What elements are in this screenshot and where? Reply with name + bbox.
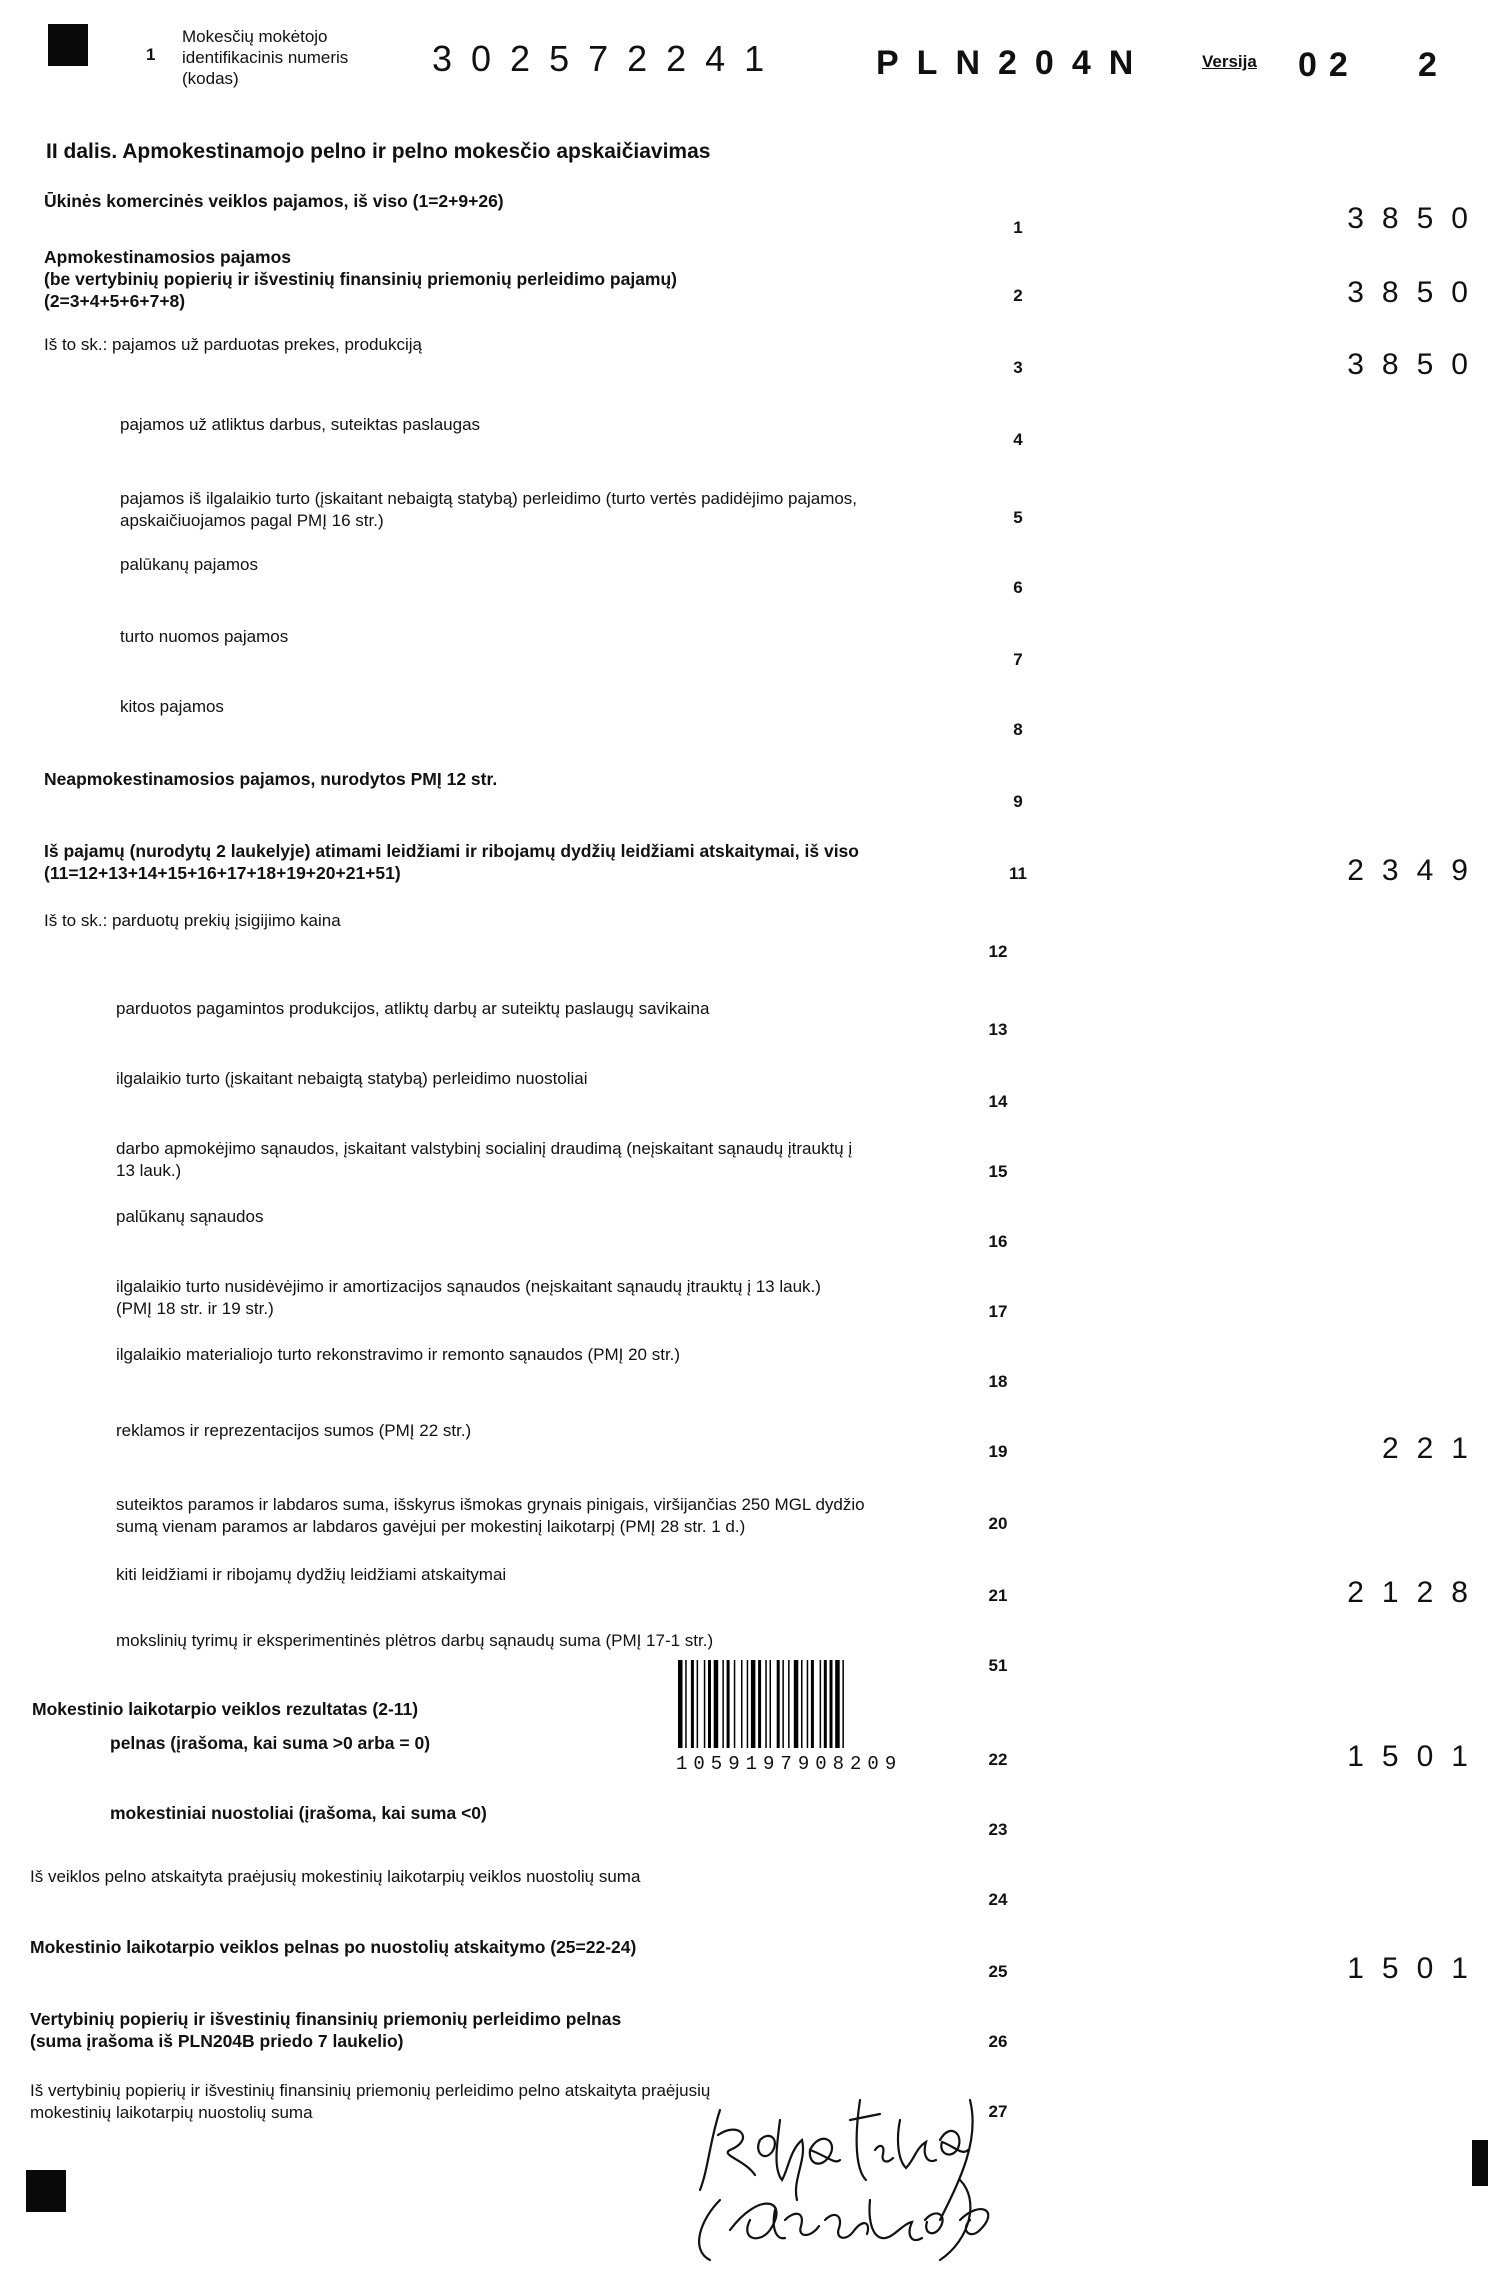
barcode-bar — [751, 1660, 756, 1748]
barcode-bar — [685, 1660, 687, 1748]
field-number: 27 — [988, 2102, 1008, 2121]
barcode-bar — [747, 1660, 749, 1748]
row-label: ilgalaikio turto (įskaitant nebaigtą statybą) perleidimo nuostoliai — [116, 1069, 588, 1088]
barcode-bar — [770, 1660, 772, 1748]
row-label: kiti leidžiami ir ribojamų dydžių leidžiami atskaitymai — [116, 1565, 507, 1584]
field-number: 14 — [988, 1092, 1008, 1111]
field-number: 3 — [1013, 358, 1023, 377]
field-number: 19 — [988, 1442, 1008, 1461]
barcode-bar — [788, 1660, 790, 1748]
field-number: 2 — [1013, 286, 1023, 305]
barcode-bar — [782, 1660, 784, 1748]
row-label: Mokestinio laikotarpio veiklos rezultatas (2-11) — [32, 1699, 419, 1719]
row-label: Neapmokestinamosios pajamos, nurodytos PMĮ 12 str. — [44, 769, 498, 789]
row-label: reklamos ir reprezentacijos sumos (PMĮ 22 str.) — [116, 1421, 472, 1440]
field-value: 1501 — [1347, 1740, 1486, 1773]
barcode-bar — [708, 1660, 711, 1748]
page-number: 2 — [1418, 46, 1437, 84]
field-value: 3850 — [1347, 348, 1486, 381]
barcode-bar — [820, 1660, 822, 1748]
row-label: Ūkinės komercinės veiklos pajamos, iš viso (1=2+9+26) — [44, 191, 504, 211]
field-number: 1 — [1013, 218, 1023, 237]
field-number: 13 — [988, 1020, 1008, 1039]
barcode — [676, 1660, 946, 1780]
field-value: 3850 — [1347, 202, 1486, 235]
registration-mark-bottom-right — [1472, 2140, 1488, 2186]
row-label: suteiktos paramos ir labdaros suma, išskyrus išmokas grynais pinigais, viršijančias 250 MGL dydžio sumą vienam paramos ar labdaros gavėjui per mokestinį laikotarpį (PMĮ 28 str. 1 d.) — [116, 1495, 865, 1536]
field-number: 26 — [988, 2032, 1008, 2051]
row-label: palūkanų pajamos — [120, 555, 258, 574]
barcode-bar — [777, 1660, 780, 1748]
handwritten-signature — [660, 2080, 1060, 2270]
field-value: 221 — [1381, 1432, 1486, 1465]
barcode-bar — [824, 1660, 827, 1748]
field-number: 21 — [988, 1586, 1008, 1605]
row-label: mokslinių tyrimų ir eksperimentinės plėtros darbų sąnaudų suma (PMĮ 17-1 str.) — [116, 1631, 714, 1650]
barcode-bar — [722, 1660, 724, 1748]
taxpayer-label: Mokesčių mokėtojo identifikacinis numeris (kodas) — [182, 27, 349, 88]
form-code: PLN204N — [876, 44, 1152, 82]
field-number: 25 — [988, 1962, 1008, 1981]
barcode-bar — [842, 1660, 844, 1748]
registration-mark-bottom-left — [26, 2170, 66, 2212]
field-number: 23 — [988, 1820, 1008, 1839]
row-label: pajamos už atliktus darbus, suteiktas paslaugas — [120, 415, 481, 434]
barcode-bar — [811, 1660, 814, 1748]
barcode-bar — [741, 1660, 743, 1748]
barcode-bar — [697, 1660, 699, 1748]
field-value: 2128 — [1347, 1576, 1486, 1609]
field-value: 1501 — [1347, 1952, 1486, 1985]
row-label: Mokestinio laikotarpio veiklos pelnas po nuostolių atskaitymo (25=22-24) — [30, 1937, 637, 1957]
version-label: Versija — [1202, 52, 1257, 71]
part-title: II dalis. Apmokestinamojo pelno ir pelno mokesčio apskaičiavimas — [46, 140, 711, 163]
row-label: Vertybinių popierių ir išvestinių finansinių priemonių perleidimo pelnas (suma įrašoma iš PLN204B priedo 7 laukelio) — [30, 2009, 622, 2051]
field-number: 16 — [988, 1232, 1008, 1251]
row-label: Apmokestinamosios pajamos (be vertybinių popierių ir išvestinių finansinių priemonių perleidimo pajamų) (2=3+4+5+6+7+8) — [44, 247, 678, 311]
field-value: 2349 — [1347, 854, 1486, 887]
row-label: Iš to sk.: parduotų prekių įsigijimo kaina — [44, 911, 341, 930]
field-number: 18 — [988, 1372, 1008, 1391]
field-number: 7 — [1013, 650, 1023, 669]
barcode-bar — [734, 1660, 736, 1748]
barcode-bar — [714, 1660, 719, 1748]
barcode-bar — [678, 1660, 683, 1748]
taxpayer-code: 302572241 — [432, 38, 784, 79]
barcode-bar — [830, 1660, 833, 1748]
row-label: parduotos pagamintos produkcijos, atliktų darbų ar suteiktų paslaugų savikaina — [116, 999, 710, 1018]
barcode-bars — [676, 1660, 946, 1752]
registration-mark-top-left — [48, 24, 88, 66]
field-number: 15 — [988, 1162, 1008, 1181]
row-label: Iš to sk.: pajamos už parduotas prekes, produkciją — [44, 335, 422, 354]
field-number: 11 — [1009, 864, 1027, 883]
row-label: Iš pajamų (nurodytų 2 laukelyje) atimami leidžiami ir ribojamų dydžių leidžiami atskaitymai, iš viso (11=12+13+14+15+16+17+18+19+20+21+51) — [44, 841, 859, 883]
row-label: ilgalaikio materialiojo turto rekonstravimo ir remonto sąnaudos (PMĮ 20 str.) — [116, 1345, 681, 1364]
field-number: 6 — [1013, 578, 1023, 597]
row-label: pelnas (įrašoma, kai suma >0 arba = 0) — [110, 1733, 431, 1753]
version-value: 02 — [1298, 46, 1360, 84]
row-label: darbo apmokėjimo sąnaudos, įskaitant valstybinį socialinį draudimą (neįskaitant sąnaudų įtrauktų į 13 lauk.) — [116, 1139, 853, 1180]
field-number: 1 — [146, 45, 156, 64]
field-number: 22 — [988, 1750, 1008, 1769]
row-label: turto nuomos pajamos — [120, 627, 289, 646]
field-number: 17 — [988, 1302, 1008, 1321]
barcode-bar — [807, 1660, 809, 1748]
row-label: palūkanų sąnaudos — [116, 1207, 264, 1226]
barcode-bar — [704, 1660, 706, 1748]
field-number: 20 — [988, 1514, 1008, 1533]
row-label: Iš veiklos pelno atskaityta praėjusių mokestinių laikotarpių veiklos nuostolių suma — [30, 1867, 641, 1886]
barcode-bar — [794, 1660, 799, 1748]
row-label: Iš vertybinių popierių ir išvestinių finansinių priemonių perleidimo pelno atskaityta praėjusių mokestinių laikotarpių nuostolių suma — [30, 2081, 711, 2122]
barcode-bar — [765, 1660, 767, 1748]
field-number: 5 — [1013, 508, 1023, 527]
field-value: 3850 — [1347, 276, 1486, 309]
barcode-bar — [835, 1660, 840, 1748]
field-number: 8 — [1013, 720, 1023, 739]
row-label: ilgalaikio turto nusidėvėjimo ir amortizacijos sąnaudos (neįskaitant sąnaudų įtrauktų į 13 lauk.) (PMĮ 18 str. ir 19 str.) — [116, 1277, 821, 1318]
barcode-bar — [801, 1660, 803, 1748]
row-label: kitos pajamos — [120, 697, 224, 716]
barcode-number: 1059197908209 — [676, 1753, 903, 1775]
row-label: pajamos iš ilgalaikio turto (įskaitant nebaigtą statybą) perleidimo (turto vertės padidėjimo pajamos, apskaičiuojamos pagal PMĮ 16 str.) — [120, 489, 858, 530]
field-number: 4 — [1013, 430, 1023, 449]
field-number: 24 — [988, 1890, 1008, 1909]
barcode-bar — [727, 1660, 730, 1748]
field-number: 12 — [988, 942, 1008, 961]
field-number: 9 — [1013, 792, 1023, 811]
field-number: 51 — [988, 1656, 1008, 1675]
barcode-bar — [691, 1660, 694, 1748]
row-label: mokestiniai nuostoliai (įrašoma, kai suma <0) — [110, 1803, 487, 1823]
barcode-bar — [758, 1660, 761, 1748]
